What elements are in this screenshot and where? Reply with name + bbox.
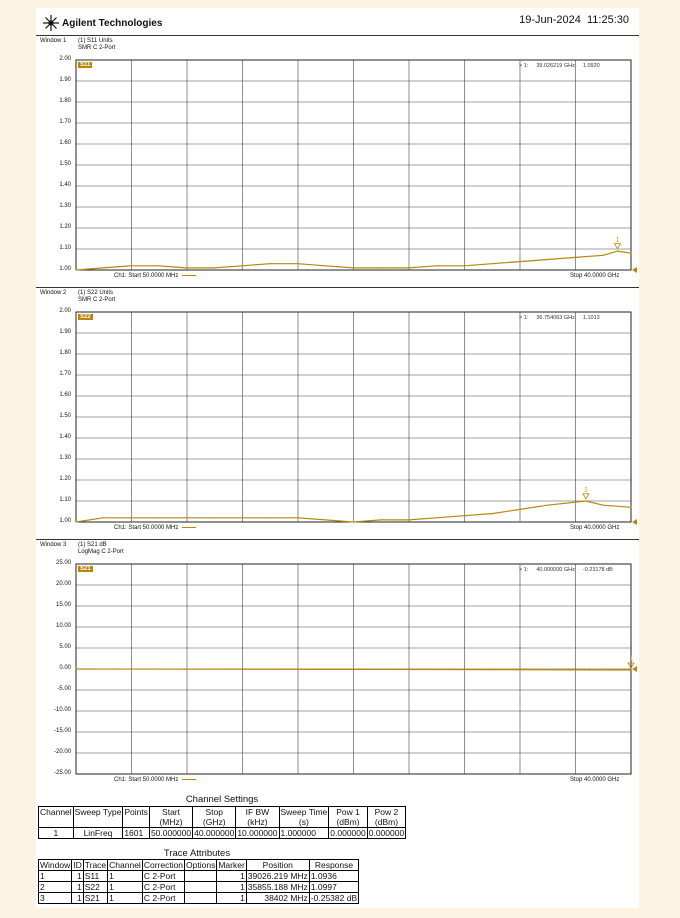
channel-settings-cell: 10.000000 (237, 828, 278, 838)
trace-attributes-cell: 1 (217, 882, 246, 893)
plot-svg (76, 312, 631, 522)
channel-settings-cell: LinFreq (73, 828, 123, 839)
plot-svg (76, 564, 631, 774)
window-subtitle: SMR C 2-Port (78, 297, 116, 303)
header-line-1: Points (124, 807, 148, 817)
y-tick-label: 20.00 (55, 581, 71, 587)
y-tick-label: 1.00 (59, 518, 71, 524)
header-line-2 (75, 817, 122, 827)
trace-attributes-header: Position (246, 860, 309, 871)
trace-point (241, 265, 242, 266)
trace-attributes-cell: -0.25382 dB (310, 893, 358, 903)
trace-attributes-table (38, 859, 359, 904)
header-line-1: Stop (205, 807, 223, 817)
channel-settings-cell: 1.000000 (279, 828, 329, 839)
channel-settings-title: Channel Settings (185, 794, 259, 805)
trace-point (325, 265, 326, 266)
trace-attributes-title: Trace Attributes (163, 848, 231, 859)
plot-area (76, 564, 631, 774)
marker-name: > 1: (519, 63, 529, 69)
channel-settings-header (367, 807, 405, 828)
trace-attributes-cell: C 2-Port (142, 893, 184, 904)
y-tick-label: -25.00 (53, 770, 71, 776)
trace-point (630, 253, 631, 254)
trace-point (380, 267, 381, 268)
report-time: 11:25:30 (586, 14, 629, 26)
y-tick-label: 1.30 (59, 455, 71, 461)
start-frequency-text: Ch1: Start 50.0000 MHz (114, 777, 179, 783)
trace-attributes-header: ID (73, 860, 82, 870)
y-tick-label: 2.00 (59, 308, 71, 314)
trace-point (436, 517, 437, 518)
trace-point (186, 517, 187, 518)
trace-attributes-cell: 35855.188 MHz (247, 882, 308, 892)
header-line-2: (GHz) (202, 817, 226, 827)
start-frequency-text: Ch1: Start 50.0000 MHz (114, 273, 179, 279)
header-line-1: Sweep Time (280, 807, 328, 817)
header-line-2 (124, 817, 148, 827)
y-tick-label: 0.00 (59, 665, 71, 671)
marker-freq: 40.000000 GHz (536, 567, 575, 573)
brand-name: Agilent Technologies (62, 18, 163, 29)
trace-attributes-header: Marker (218, 860, 245, 870)
trace-point (630, 507, 631, 508)
channel-settings-cell: 1 (39, 828, 74, 839)
y-tick-label: 1.60 (59, 392, 71, 398)
marker-name: > 1: (519, 567, 529, 573)
marker-value: -0.23178 dB (582, 567, 613, 573)
header-line-1: Channel (40, 807, 72, 817)
header-line-1: IF BW (245, 807, 270, 817)
header-line-2 (40, 817, 72, 827)
trace-point (547, 505, 548, 506)
trace-attributes-cell (185, 882, 217, 893)
trace-attributes-cell: 1.0997 (309, 882, 358, 893)
trace-label-badge: S11 (80, 62, 91, 68)
header-line-2: (dBm) (336, 817, 360, 827)
y-tick-label: 25.00 (55, 560, 71, 566)
trace-attributes-cell: C 2-Port (142, 871, 184, 882)
header-line-1: Pow 2 (374, 807, 399, 817)
trace-point (269, 517, 270, 518)
marker-name: > 1: (519, 315, 529, 321)
y-tick-label: -20.00 (53, 749, 71, 755)
window-title: (1) S11 Units (78, 38, 113, 44)
trace-point (158, 517, 159, 518)
trace-point (491, 263, 492, 264)
trace-point (158, 265, 159, 266)
trace-point (353, 267, 354, 268)
header-line-1: Sweep Type (74, 807, 122, 817)
trace-point (408, 519, 409, 520)
trace-attributes-cell: S21 (83, 893, 107, 904)
marker-freq: 39.026219 GHz (536, 63, 575, 69)
channel-swatch-icon (182, 779, 196, 780)
trace-point (102, 267, 103, 268)
trace-point (241, 517, 242, 518)
y-tick-label: 1.10 (59, 245, 71, 251)
header-line-2: (kHz) (247, 817, 268, 827)
marker-readout (519, 315, 600, 321)
trace-attributes-cell: 1 (72, 893, 84, 904)
y-tick-label: 1.80 (59, 350, 71, 356)
header-line-2: (dBm) (374, 817, 399, 827)
window-3 (36, 539, 639, 792)
header-line-2: (s) (298, 817, 309, 827)
trace-attributes-cell: 3 (39, 893, 72, 904)
trace-point (547, 259, 548, 260)
channel-settings-header (193, 807, 236, 828)
report-datetime (519, 14, 629, 26)
trace-attributes-cell: 1 (39, 871, 72, 882)
trace-attributes-cell: 1 (108, 882, 143, 893)
y-tick-label: 1.10 (59, 497, 71, 503)
plot-svg (76, 60, 631, 270)
trace-point (603, 505, 604, 506)
marker-readout (519, 567, 613, 573)
marker-number: 1 (615, 237, 620, 244)
trace-attributes-header: Channel (109, 860, 141, 870)
header-line-1: Pow 1 (336, 807, 360, 817)
trace-attributes-cell: 1 (72, 871, 84, 882)
y-tick-label: 1.20 (59, 476, 71, 482)
y-tick-label: 5.00 (59, 644, 71, 650)
trace-attributes-header: Trace (84, 860, 107, 870)
trace-point (436, 265, 437, 266)
trace-point (464, 265, 465, 266)
y-tick-label: 1.40 (59, 434, 71, 440)
y-tick-label: 1.90 (59, 77, 71, 83)
y-tick-label: 10.00 (55, 623, 71, 629)
y-tick-label: -15.00 (53, 728, 71, 734)
y-tick-label: 2.00 (59, 56, 71, 62)
trace-attributes-cell: 1 (217, 893, 246, 904)
trace-attributes-cell: 39026.219 MHz (247, 871, 308, 881)
trace-attributes-cell: C 2-Port (142, 882, 184, 893)
window-subtitle: SMR C 2-Port (78, 45, 116, 51)
reference-arrow (632, 519, 637, 525)
trace-attributes-cell (185, 893, 217, 904)
trace-point (130, 517, 131, 518)
trace-point (585, 500, 586, 501)
window-title: (1) S22 Units (78, 290, 114, 296)
stop-frequency: Stop 40.0000 GHz (570, 273, 620, 279)
reference-arrow (632, 666, 637, 672)
y-tick-label: 1.60 (59, 140, 71, 146)
trace-point (617, 251, 618, 252)
trace-attributes-header: Options (186, 860, 216, 870)
window-label: Window 3 (40, 542, 67, 548)
channel-settings-cell: 50.000000 (150, 828, 192, 838)
y-tick-label: 1.70 (59, 119, 71, 125)
trace-attributes-header: Correction (143, 860, 184, 870)
trace-point (491, 513, 492, 514)
channel-settings-table (38, 806, 406, 839)
agilent-spark-icon (42, 14, 60, 32)
trace-point (269, 263, 270, 264)
channel-settings-header (39, 807, 74, 828)
trace-point (130, 265, 131, 266)
y-tick-label: 15.00 (55, 602, 71, 608)
trace-point (297, 263, 298, 264)
trace-attributes-cell: S11 (83, 871, 107, 882)
trace-point (575, 257, 576, 258)
marker-number: 1 (629, 656, 633, 663)
window-label: Window 1 (40, 38, 67, 44)
trace-point (408, 267, 409, 268)
channel-settings-header (149, 807, 192, 828)
plot-area (76, 312, 631, 522)
marker-number: 1 (584, 487, 588, 494)
trace-label-badge: S22 (80, 314, 91, 320)
trace-point (75, 269, 76, 270)
y-tick-label: 1.30 (59, 203, 71, 209)
plot-area (76, 60, 631, 270)
y-tick-label: -5.00 (57, 686, 71, 692)
trace-attributes-header: Response (309, 860, 358, 871)
y-tick-label: 1.00 (59, 266, 71, 272)
trace-point (464, 515, 465, 516)
reference-arrow (632, 267, 637, 273)
marker-freq: 36.754063 GHz (536, 315, 575, 321)
trace-point (353, 521, 354, 522)
channel-settings-header (279, 807, 329, 828)
marker-readout (519, 63, 600, 69)
marker-value: 1.0920 (582, 63, 600, 69)
header-line-2: (MHz) (159, 817, 183, 827)
start-frequency-text: Ch1: Start 50.0000 MHz (114, 525, 179, 531)
window-2 (36, 287, 639, 540)
window-label: Window 2 (40, 290, 67, 296)
y-tick-label: 1.80 (59, 98, 71, 104)
y-tick-label: 1.50 (59, 413, 71, 419)
y-tick-label: 1.20 (59, 224, 71, 230)
header-line-1: Start (162, 807, 180, 817)
trace-point (214, 267, 215, 268)
channel-swatch-icon (182, 275, 196, 276)
window-title: (1) S21 dB (78, 542, 107, 548)
report-date: 19-Jun-2024 (519, 14, 581, 26)
trace-point (630, 669, 631, 670)
channel-settings-header (73, 807, 123, 828)
trace-attributes-cell: S22 (83, 882, 107, 893)
trace-point (603, 255, 604, 256)
trace-point (186, 267, 187, 268)
trace-point (102, 517, 103, 518)
channel-settings-cell: 0.000000 (330, 828, 366, 838)
trace-attributes-cell: 38402 MHz (246, 893, 309, 904)
trace-attributes-cell: 2 (39, 882, 72, 893)
trace-point (297, 517, 298, 518)
y-tick-label: 1.50 (59, 161, 71, 167)
window-1 (36, 35, 639, 288)
channel-settings-cell: 0.000000 (368, 828, 405, 838)
stop-frequency: Stop 40.0000 GHz (570, 525, 620, 531)
y-tick-label: -10.00 (53, 707, 71, 713)
trace-attributes-cell: 1 (217, 871, 246, 882)
trace-point (214, 517, 215, 518)
trace-attributes-cell: 1 (108, 893, 143, 904)
stop-frequency: Stop 40.0000 GHz (570, 777, 620, 783)
channel-settings-header (123, 807, 150, 828)
trace-point (380, 519, 381, 520)
channel-settings-cell: 40.000000 (194, 828, 235, 838)
y-tick-label: 1.90 (59, 329, 71, 335)
trace-attributes-cell (185, 871, 217, 882)
trace-point (75, 521, 76, 522)
channel-swatch-icon (182, 527, 196, 528)
start-frequency (114, 777, 196, 783)
trace-label-badge: S21 (80, 566, 91, 572)
trace-point (519, 509, 520, 510)
start-frequency (114, 525, 196, 531)
trace-attributes-header: Window (40, 860, 71, 870)
channel-settings-header (329, 807, 367, 828)
trace-point (519, 261, 520, 262)
y-tick-label: 1.40 (59, 182, 71, 188)
start-frequency (114, 273, 196, 279)
channel-settings-cell: 1601 (123, 828, 150, 839)
trace-attributes-cell: 1.0936 (309, 871, 358, 882)
y-tick-label: 1.70 (59, 371, 71, 377)
marker-value: 1.1013 (582, 315, 600, 321)
trace-attributes-cell: 1 (72, 882, 84, 893)
window-subtitle: LogMag C 2-Port (78, 549, 124, 555)
channel-settings-header (236, 807, 279, 828)
trace-attributes-cell: 1 (108, 871, 143, 882)
trace-point (325, 519, 326, 520)
report-page (36, 8, 639, 908)
report-header (36, 8, 639, 38)
